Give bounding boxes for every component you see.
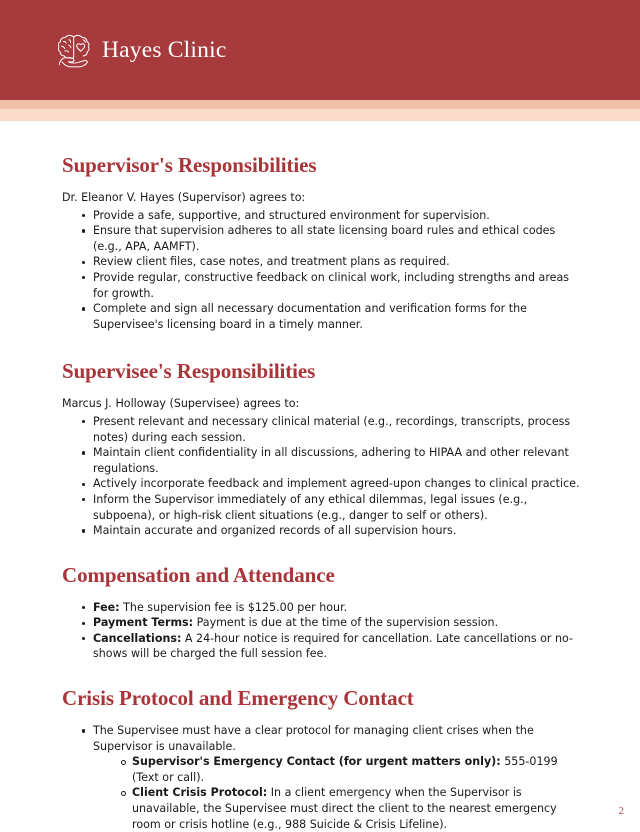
brand xyxy=(55,30,226,70)
bullet-list xyxy=(62,723,580,832)
item-label: Client Crisis Protocol: xyxy=(132,786,268,800)
bullet-list xyxy=(62,600,580,662)
list-item: Maintain accurate and organized records of all supervision hours. xyxy=(80,523,580,539)
section-crisis-protocol xyxy=(62,662,580,832)
list-item xyxy=(80,631,580,662)
bullet-list xyxy=(62,208,580,333)
document-body xyxy=(0,121,640,832)
list-item xyxy=(80,723,580,832)
section-lead: Dr. Eleanor V. Hayes (Supervisor) agrees to: xyxy=(62,191,306,204)
item-label: Cancellations: xyxy=(93,631,182,645)
list-item: Complete and sign all necessary documentation and verification forms for the Supervisee's licensing board in a timely manner. xyxy=(80,301,580,332)
section-compensation-attendance xyxy=(62,539,580,662)
list-item: Inform the Supervisor immediately of any ethical dilemmas, legal issues (e.g., subpoena), or high-risk client situations (e.g., danger to self or others). xyxy=(80,492,580,523)
list-item: Present relevant and necessary clinical material (e.g., recordings, transcripts, process notes) during each session. xyxy=(80,414,580,445)
item-text: Payment is due at the time of the supervision session. xyxy=(193,616,499,630)
list-item: Actively incorporate feedback and implement agreed-upon changes to clinical practice. xyxy=(80,476,580,492)
header-band-mid xyxy=(0,100,640,109)
sub-list-item xyxy=(119,785,580,832)
list-item: Provide regular, constructive feedback on clinical work, including strengths and areas for growth. xyxy=(80,270,580,301)
bullet-list xyxy=(62,414,580,539)
list-item xyxy=(80,615,580,631)
section-title: Crisis Protocol and Emergency Contact xyxy=(62,686,414,711)
item-text: A 24-hour notice is required for cancellation. Late cancellations or no-shows will be charged the full session fee. xyxy=(93,631,574,661)
brain-heart-in-hand-icon xyxy=(55,30,93,70)
page-number: 2 xyxy=(618,805,624,817)
list-item: Ensure that supervision adheres to all state licensing board rules and ethical codes (e.g., APA, AAMFT). xyxy=(80,223,580,254)
section-lead: Marcus J. Holloway (Supervisee) agrees to: xyxy=(62,397,300,411)
section-title: Supervisor's Responsibilities xyxy=(62,153,317,177)
item-label: Supervisor's Emergency Contact (for urgent matters only): xyxy=(132,755,501,769)
page-header xyxy=(0,0,640,100)
brand-name: Hayes Clinic xyxy=(102,36,227,63)
list-item: Provide a safe, supportive, and structured environment for supervision. xyxy=(80,208,580,224)
list-item-text: The Supervisee must have a clear protocol for managing client crises when the Supervisor is unavailable. xyxy=(93,724,534,753)
header-band-low xyxy=(0,109,640,121)
list-item: Maintain client confidentiality in all discussions, adhering to HIPAA and other relevant regulations. xyxy=(80,445,580,476)
section-title: Compensation and Attendance xyxy=(62,562,335,587)
item-label: Fee: xyxy=(93,600,120,614)
section-title: Supervisee's Responsibilities xyxy=(62,359,316,384)
item-text: The supervision fee is $125.00 per hour. xyxy=(119,600,348,614)
section-supervisee-responsibilities xyxy=(62,332,580,538)
list-item: Review client files, case notes, and treatment plans as required. xyxy=(80,254,580,270)
item-label: Payment Terms: xyxy=(93,616,194,630)
list-item xyxy=(80,600,580,616)
sub-list-item xyxy=(119,754,580,785)
item-text: 555-0199 (Text or call). xyxy=(132,755,558,784)
section-supervisor-responsibilities xyxy=(62,121,580,332)
item-text: In a client emergency when the Supervisor is unavailable, the Supervisee must direct the client to the nearest emergency room or crisis hotline (e.g., 988 Suicide & Crisis Lifeline). xyxy=(132,786,557,831)
sub-bullet-list xyxy=(93,754,580,832)
